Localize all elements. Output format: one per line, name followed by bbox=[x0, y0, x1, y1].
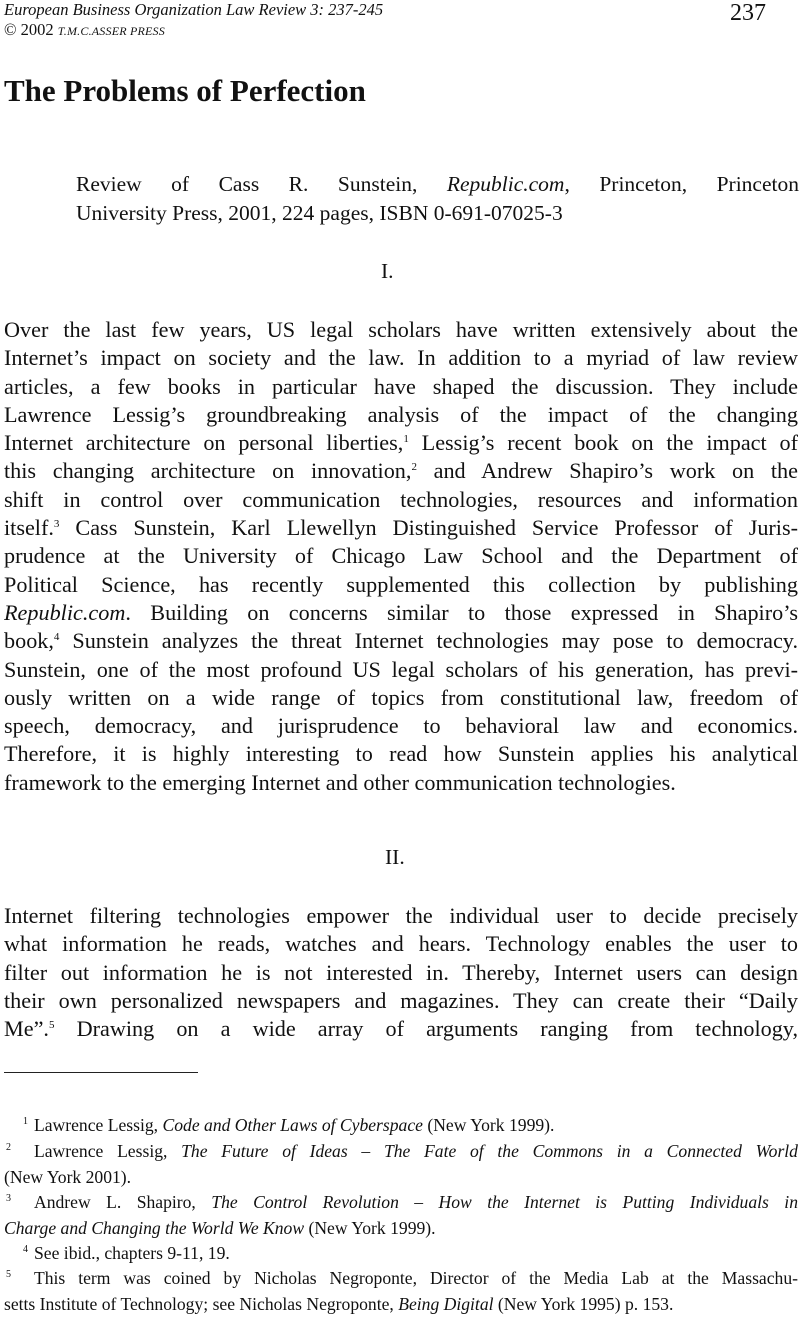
journal-citation: European Business Organization Law Review 3: 237-245 bbox=[4, 0, 384, 19]
footnote-divider bbox=[4, 1072, 198, 1073]
review-citation bbox=[76, 170, 799, 228]
review-line-1: Review of Cass R. Sunstein, Republic.com, Princeton, Princeton bbox=[76, 172, 799, 196]
footnote-4: 4 See ibid., chapters 9-11, 19. bbox=[23, 1243, 230, 1263]
review-line-2: University Press, 2001, 224 pages, ISBN 0-691-07025-3 bbox=[76, 201, 563, 225]
page-number: 237 bbox=[730, 0, 766, 26]
section-heading-2: II. bbox=[385, 845, 405, 869]
footnote-2: 2 Lawrence Lessig, The Future of Ideas – The Fate of the Commons in a Connected World (New York 2001). bbox=[4, 1141, 798, 1187]
footnote-ref-4[interactable]: 4 bbox=[53, 631, 60, 644]
book-title: Republic.com bbox=[446, 172, 565, 196]
section-heading-1: I. bbox=[381, 259, 394, 283]
paragraph-2: Internet filtering technologies empower the individual user to decide precisely what information he reads, watches and hears. Technology enables the user to filter out information he is not interested in. Thereby, Internet users can design their own personalized newspapers and magazines. They can create their “Daily Me”.$^5$ Drawing on a wide array of arguments ranging from technology, bbox=[4, 903, 798, 1042]
copyright-line bbox=[4, 20, 165, 41]
paragraph-1: Over the last few years, US legal scholars have written extensively about the Internet’s impact on society and the law. In addition to a myriad of law review articles, a few books in particular have shaped the discussion. They include Lawrence Lessig’s groundbreaking analysis of the impact of the changing Internet architecture on personal liberties,$^1$ Lessig’s recent book on the impact of this changing architecture on innovation,$^2$ and Andrew Shapiro’s work on the shift in control over communication technologies, resources and information itself.$^3$ Cass Sunstein, Karl Llewellyn Distinguished Service Professor of Juris- prudence at the University of Chicago Law School and the Department of Political Science, has recently supplemented this collection by publishing Republic.com. Building on concerns similar to those expressed in Shapiro’s book,$^4$ Sunstein analyzes the threat Internet technologies may pose to democracy. Sunstein, one of the most profound US legal scholars of his generation, has previ- ously written on a wide range of topics from constitutional law, freedom of speech, democracy, and jurisprudence to behavioral law and economics. Therefore, it is highly interesting to read how Sunstein applies his analytical framework to the emerging Internet and other communication technologies. bbox=[4, 317, 798, 795]
footnote-1: 1 Lawrence Lessig, Code and Other Laws of Cyberspace (New York 1999). bbox=[23, 1115, 555, 1135]
footnote-5: 5 This term was coined by Nicholas Negroponte, Director of the Media Lab at the Massachu- setts Institute of Technology; see Nicholas Negroponte, Being Digital (New York 1995) p. 153. bbox=[4, 1268, 798, 1314]
footnote-3: 3 Andrew L. Shapiro, The Control Revolution – How the Internet is Putting Individuals in Charge and Changing the World We Know (New York 1999). bbox=[4, 1192, 798, 1238]
footnote-ref-3[interactable]: 3 bbox=[53, 518, 60, 531]
copyright-year: © 2002 bbox=[4, 20, 54, 39]
footnote-ref-2[interactable]: 2 bbox=[411, 461, 417, 474]
publisher-name: T.M.C.ASSER PRESS bbox=[57, 24, 165, 38]
footnote-ref-1[interactable]: 1 bbox=[403, 433, 409, 446]
article-title: The Problems of Perfection bbox=[4, 73, 366, 108]
footnote-ref-5[interactable]: 5 bbox=[48, 1019, 55, 1032]
